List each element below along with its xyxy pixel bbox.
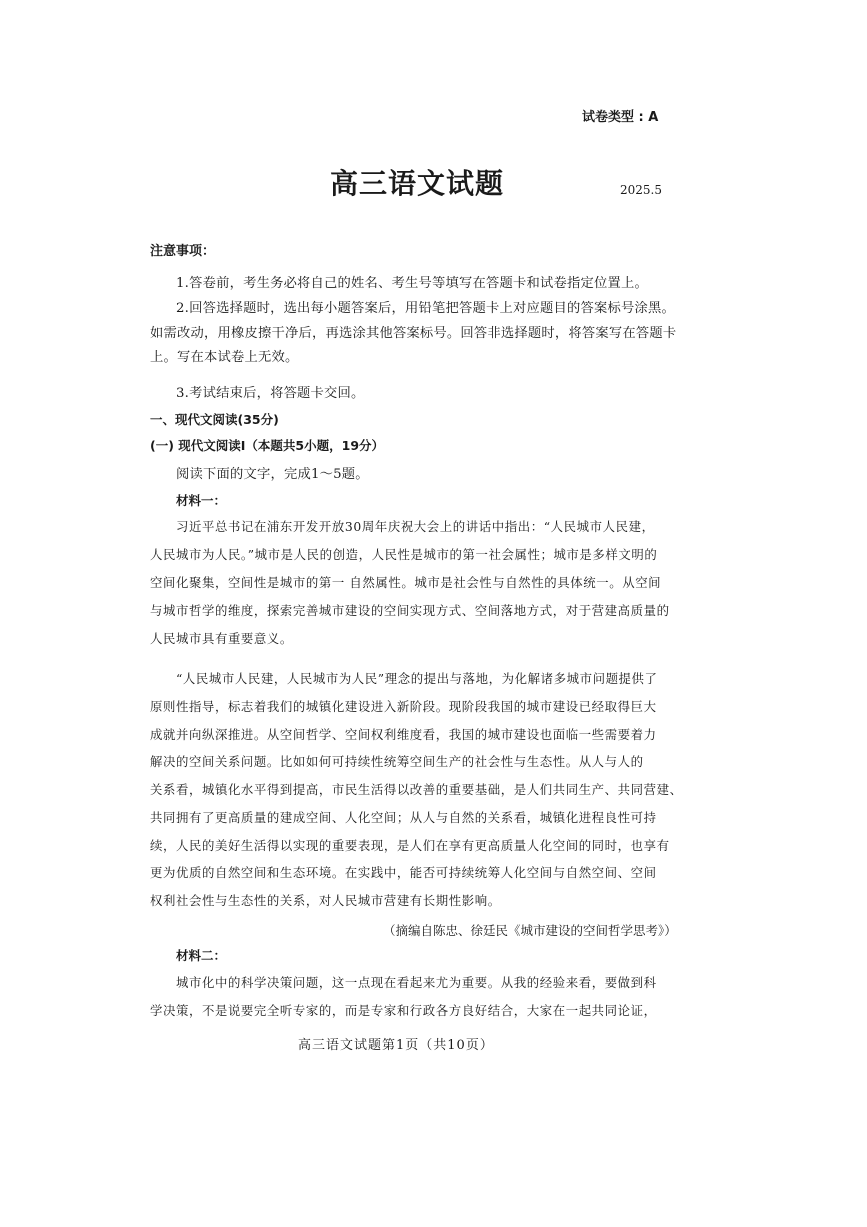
material-1-para-2-line-7: 续，人民的美好生活得以实现的重要表现，是人们在享有更高质量人化空间的同时，也享有: [150, 838, 670, 853]
material-1-para-2-line-6: 共同拥有了更高质量的建成空间、人化空间；从人与自然的关系看，城镇化进程良性可持: [150, 810, 657, 825]
material-2-para-1-line-1: 城市化中的科学决策问题，这一点现在看起来尤为重要。从我的经验来看，要做到科: [176, 975, 657, 990]
material-1-para-1-line-1: 习近平总书记在浦东开发开放30周年庆祝大会上的讲话中指出：“人民城市人民建，: [176, 519, 655, 534]
exam-title: 高三语文试题: [330, 167, 505, 200]
material-1-para-2-line-1: “人民城市人民建，人民城市为人民”理念的提出与落地，为化解诸多城市问题提供了: [176, 671, 658, 686]
section-heading: 一、现代文阅读(35分): [150, 412, 279, 427]
material-1-source: （摘编自陈忠、徐廷民《城市建设的空间哲学思考》）: [383, 923, 677, 938]
exam-date: 2025.5: [620, 183, 662, 197]
material-1-para-1-line-5: 人民城市具有重要意义。: [150, 631, 293, 646]
notice-item-2-line-2: 如需改动，用橡皮擦干净后，再选涂其他答案标号。回答非选择题时，将答案写在答题卡: [150, 326, 677, 341]
notice-heading: 注意事项：: [150, 244, 216, 259]
notice-item-2-line-1: 2.回答选择题时，选出每小题答案后，用铅笔把答题卡上对应题目的答案标号涂黑。: [176, 301, 675, 316]
material-2-label: 材料二：: [176, 948, 227, 963]
material-1-para-2-line-2: 原则性指导，标志着我们的城镇化建设进入新阶段。现阶段我国的城市建设已经取得巨大: [150, 699, 657, 714]
material-1-para-1-line-4: 与城市哲学的维度，探索完善城市建设的空间实现方式、空间落地方式，对于营建高质量的: [150, 603, 670, 618]
material-1-para-2-line-8: 更为优质的自然空间和生态环境。在实践中，能否可持续统筹人化空间与自然空间、空间: [150, 865, 657, 880]
notice-item-1: 1.答卷前，考生务必将自己的姓名、考生号等填写在答题卡和试卷指定位置上。: [176, 276, 648, 291]
paper-type: 试卷类型 : A: [582, 110, 659, 125]
subsection-heading: (一) 现代文阅读Ⅰ（本题共5小题，19分）: [150, 438, 385, 453]
notice-item-3: 3.考试结束后，将答题卡交回。: [176, 386, 365, 401]
material-2-para-1-line-2: 学决策，不是说要完全听专家的，而是专家和行政各方良好结合，大家在一起共同论证，: [150, 1003, 657, 1018]
material-1-para-1-line-3: 空间化聚集，空间性是城市的第一 自然属性。城市是社会性与自然性的具体统一。从空间: [150, 575, 662, 590]
material-1-para-1-line-2: 人民城市为人民。”城市是人民的创造，人民性是城市的第一社会属性；城市是多样文明的: [150, 547, 658, 562]
page-footer: 高三语文试题第1页（共10页）: [298, 1038, 494, 1053]
material-1-para-2-line-5: 关系看，城镇化水平得到提高，市民生活得以改善的重要基础，是人们共同生产、共同营建、: [150, 782, 683, 797]
material-1-para-2-line-9: 权利社会性与生态性的关系，对人民城市营建有长期性影响。: [150, 893, 501, 908]
material-1-para-2-line-3: 成就并向纵深推进。从空间哲学、空间权利维度看，我国的城市建设也面临一些需要着力: [150, 727, 657, 742]
material-1-para-2-line-4: 解决的空间关系问题。比如如何可持续性统筹空间生产的社会性与生态性。从人与人的: [150, 754, 644, 769]
material-1-label: 材料一：: [176, 493, 227, 508]
notice-item-2-line-3: 上。写在本试卷上无效。: [150, 350, 299, 365]
reading-instruction: 阅读下面的文字，完成1～5题。: [176, 467, 369, 482]
